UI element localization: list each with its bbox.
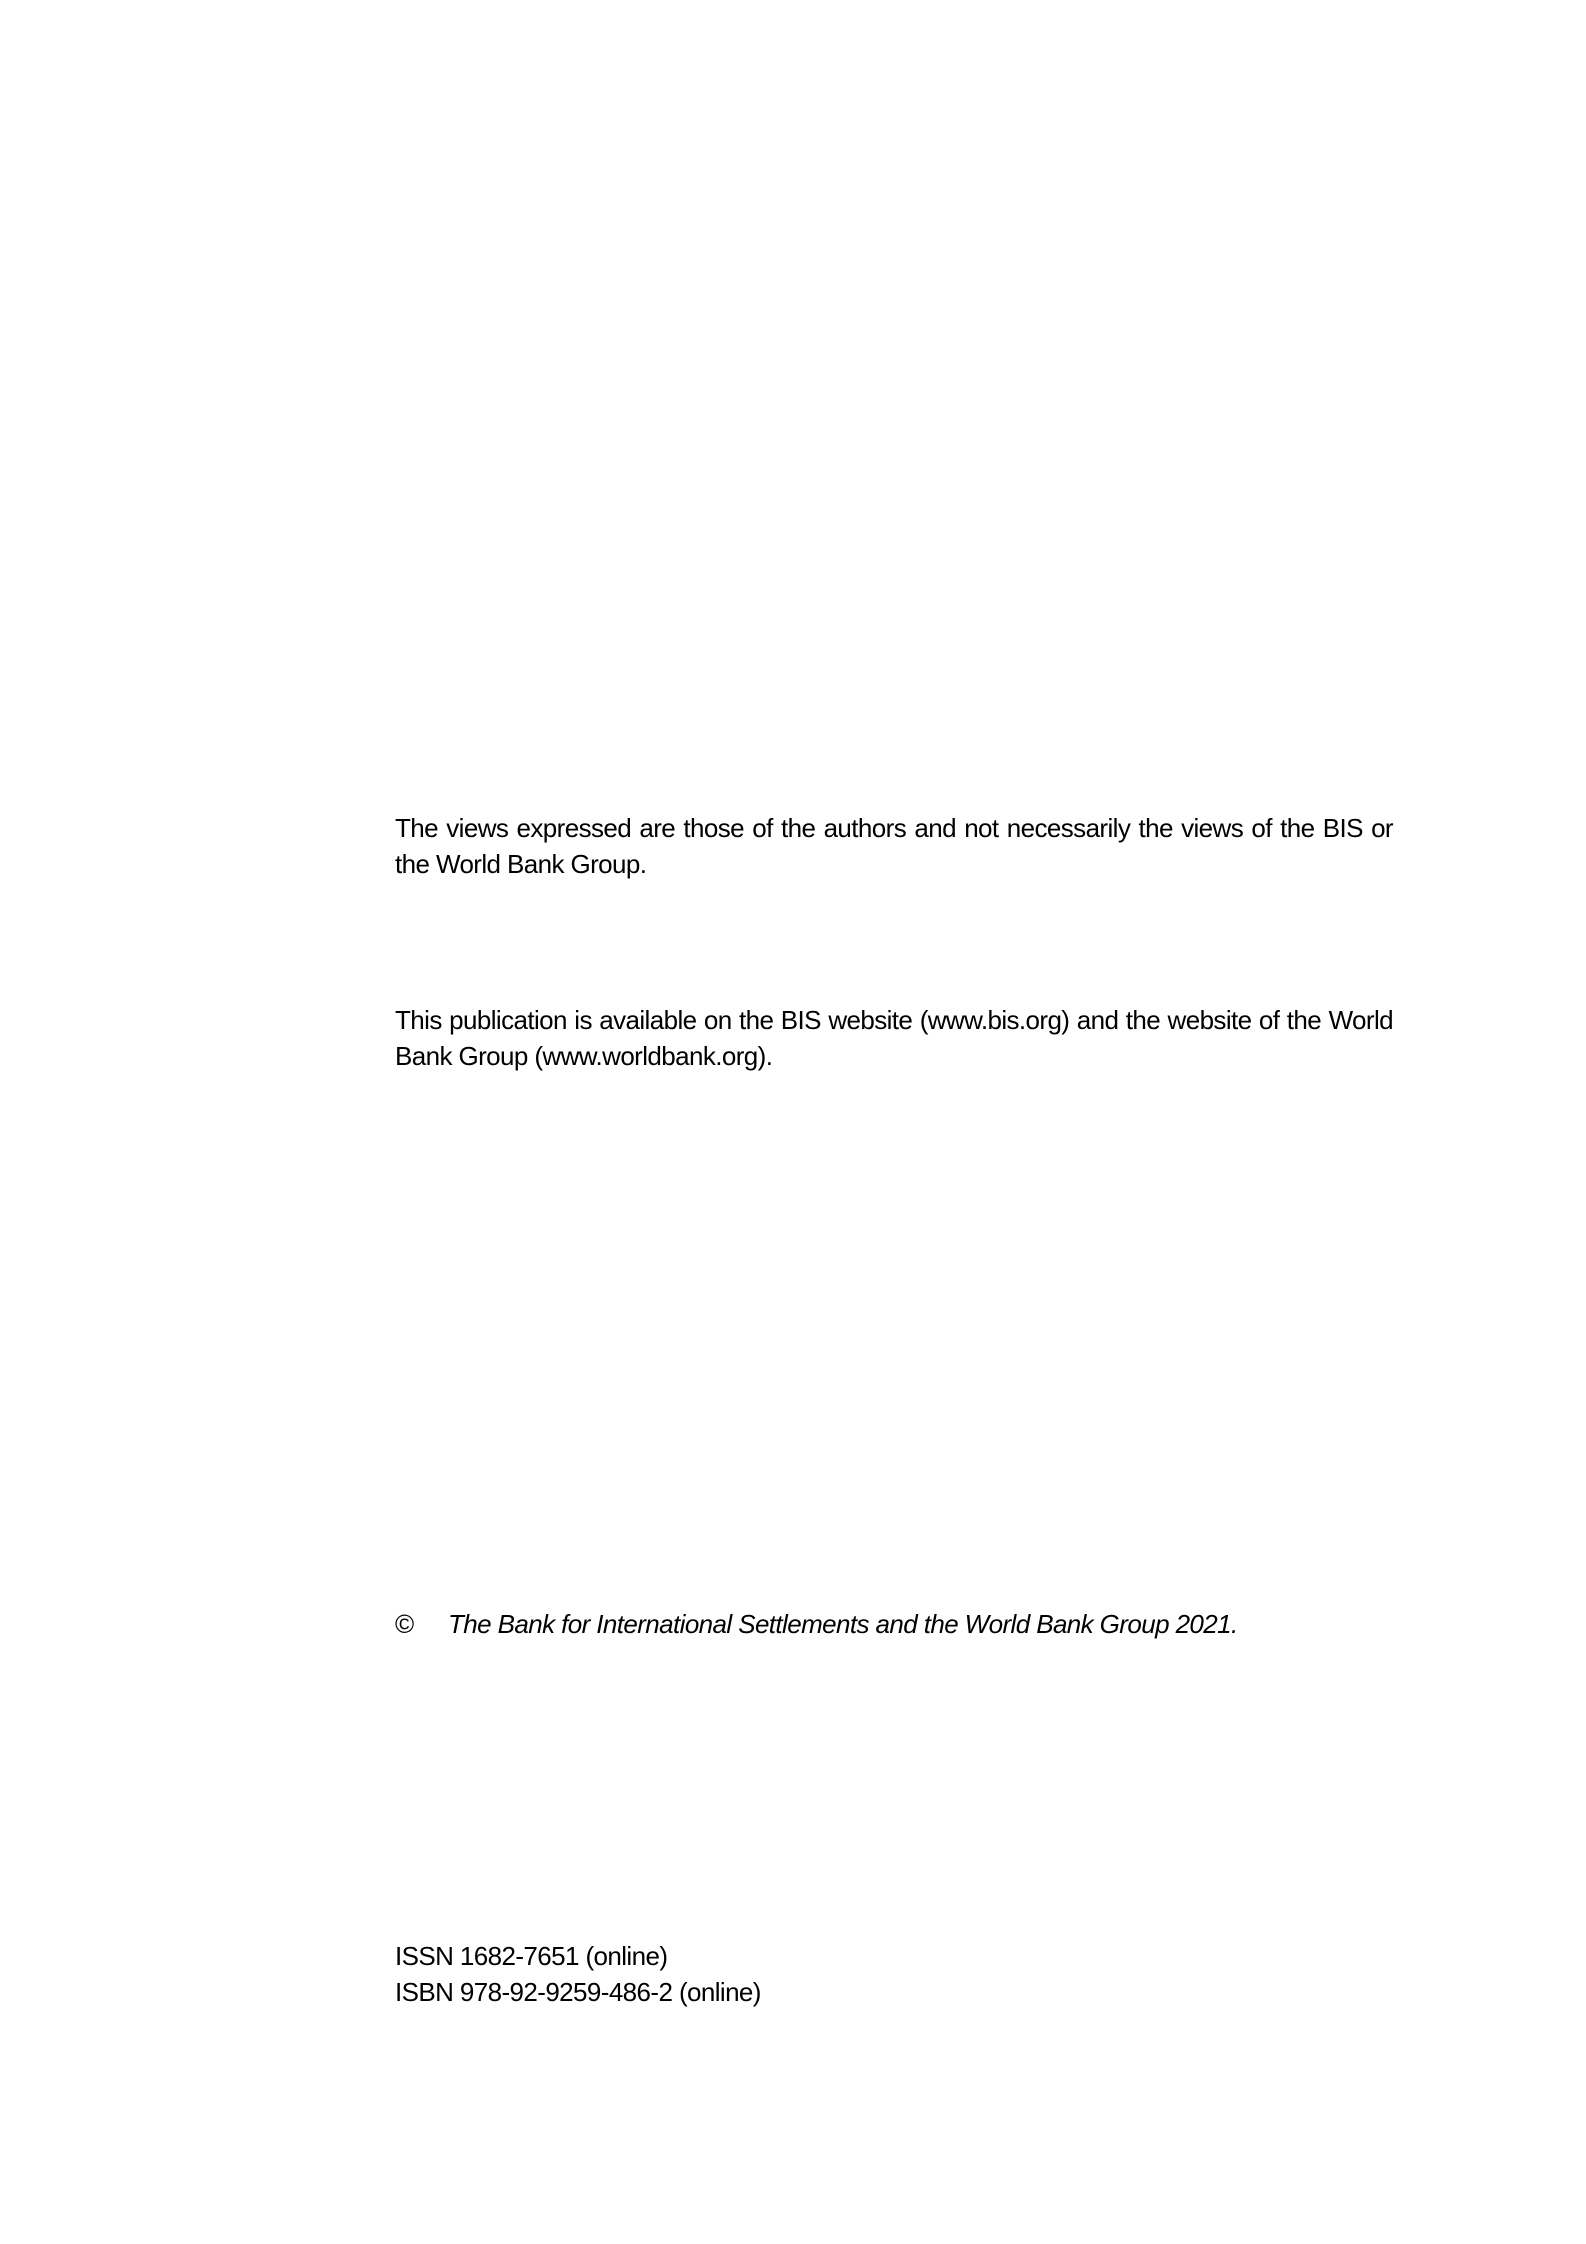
availability-paragraph: This publication is available on the BIS website (www.bis.org) and the website of the World Bank Group (www.worldbank.org). [395, 1005, 1393, 1071]
issn: ISSN 1682-7651 (online) [395, 1941, 668, 1971]
copyright-text: The Bank for International Settlements and the World Bank Group 2021. [448, 1609, 1238, 1639]
publication-identifiers [395, 1938, 1393, 2010]
copyright-notice [395, 1606, 1393, 1642]
isbn: ISBN 978-92-9259-486-2 (online) [395, 1977, 761, 2007]
copyright-symbol: © [395, 1609, 414, 1639]
disclaimer-paragraph: The views expressed are those of the authors and not necessarily the views of the BIS or the World Bank Group. [395, 813, 1393, 879]
